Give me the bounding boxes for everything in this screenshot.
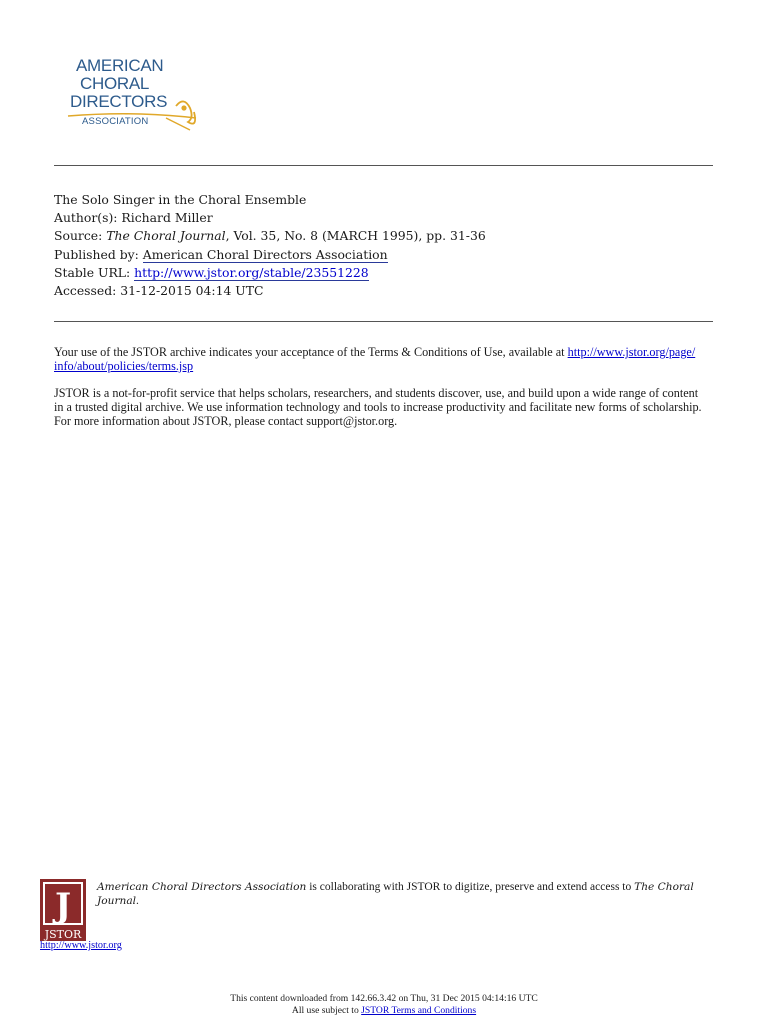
collab-journal-part1: The Choral: [634, 881, 694, 893]
terms-link-part2[interactable]: info/about/policies/terms.jsp: [54, 358, 194, 373]
about-line-3: For more information about JSTOR, please contact support@jstor.org.: [54, 413, 398, 428]
author-label: Author(s):: [54, 210, 122, 226]
stable-url-label: Stable URL:: [54, 264, 135, 280]
collaboration-statement: [97, 880, 707, 909]
jstor-logo-icon: [40, 879, 86, 941]
jstor-url-link[interactable]: http://www.jstor.org: [40, 940, 122, 951]
collab-organization: American Choral Directors Association: [97, 881, 307, 893]
terms-line-text: All use subject to: [291, 1004, 362, 1016]
accessed-row: [54, 282, 714, 300]
accessed-label: Accessed:: [54, 283, 121, 299]
collab-journal-part2: Journal: [97, 895, 137, 908]
about-line-2: in a trusted digital archive. We use information technology and tools to increase productivity and facilitate new forms of scholarship.: [54, 399, 702, 414]
publisher-row: [54, 246, 714, 264]
acda-logo: [66, 56, 206, 136]
jstor-terms-link[interactable]: JSTOR Terms and Conditions: [361, 1004, 477, 1016]
article-metadata: [54, 191, 714, 300]
stable-url-row: [54, 264, 714, 282]
collab-end: .: [136, 895, 139, 908]
publisher-link[interactable]: American Choral Directors Association: [142, 246, 388, 262]
download-info: [0, 993, 768, 1016]
logo-line-american: AMERICAN: [76, 56, 164, 75]
author-name: Richard Miller: [121, 210, 213, 226]
about-line-1: JSTOR is a not-for-profit service that helps scholars, researchers, and students discover, use, and build upon a wide range of content: [54, 386, 699, 400]
stable-url-link[interactable]: http://www.jstor.org/stable/23551228: [134, 264, 369, 280]
terms-notice: [54, 346, 714, 374]
terms-line: [0, 1005, 768, 1017]
source-journal: The Choral Journal: [106, 228, 226, 244]
divider-top: [54, 165, 713, 166]
logo-line-association: ASSOCIATION: [82, 116, 149, 127]
download-line: This content downloaded from 142.66.3.42 on Thu, 31 Dec 2015 04:14:16 UTC: [230, 993, 538, 1004]
logo-swoosh-icon: [66, 56, 206, 136]
article-title: The Solo Singer in the Choral Ensemble: [54, 192, 307, 207]
terms-link-part1[interactable]: http://www.jstor.org/page/: [567, 345, 696, 359]
source-row: [54, 227, 714, 245]
terms-notice-text: Your use of the JSTOR archive indicates your acceptance of the Terms & Conditions of Use, available at: [54, 345, 568, 359]
accessed-date: 31-12-2015 04:14 UTC: [120, 283, 264, 299]
collab-text: is collaborating with JSTOR to digitize, preserve and extend access to: [306, 881, 635, 893]
author-row: [54, 209, 714, 227]
source-details: , Vol. 35, No. 8 (MARCH 1995), pp. 31-36: [225, 228, 486, 244]
jstor-logo-text: JSTOR: [44, 928, 82, 941]
source-label: Source:: [54, 228, 107, 244]
logo-line-directors: DIRECTORS: [70, 92, 168, 111]
jstor-about-notice: [54, 387, 714, 428]
jstor-url-container: [40, 940, 122, 951]
logo-line-choral: CHORAL: [80, 74, 150, 93]
divider-middle: [54, 321, 713, 322]
svg-text:J: J: [54, 886, 72, 926]
publisher-label: Published by:: [54, 246, 143, 262]
